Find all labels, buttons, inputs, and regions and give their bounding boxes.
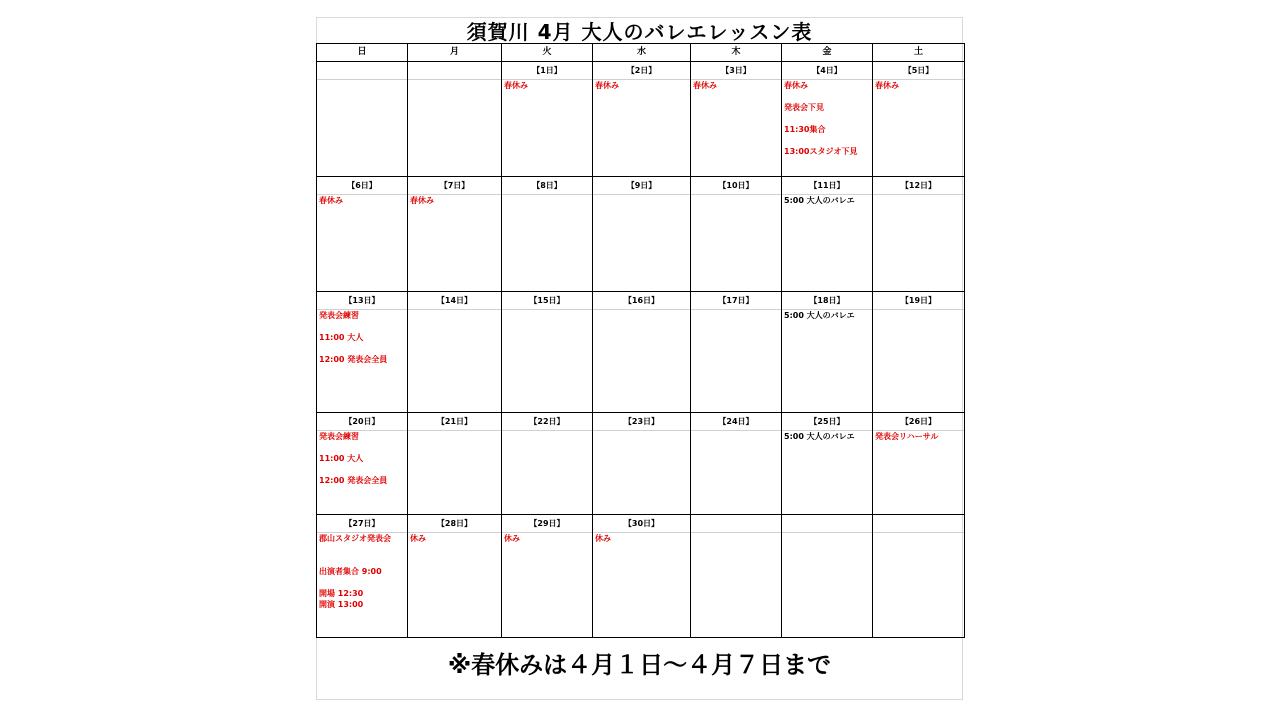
day-cell[interactable] (691, 515, 782, 638)
day-cell[interactable] (317, 292, 408, 413)
day-events (593, 195, 690, 291)
day-number (317, 62, 407, 80)
page-title: 須賀川 4月 大人のバレエレッスン表 (466, 20, 813, 44)
day-number: 【26日】 (873, 413, 964, 431)
weekday-wed: 水 (593, 44, 691, 62)
day-number: 【11日】 (782, 177, 872, 195)
day-events (502, 431, 592, 514)
day-number (408, 62, 501, 80)
day-events (691, 80, 781, 176)
event-item: 発表会下見 (784, 103, 824, 112)
day-events (317, 195, 407, 291)
day-events (408, 431, 501, 514)
event-item: 13:00スタジオ下見 (784, 147, 858, 156)
day-events (873, 195, 964, 291)
day-number: 【18日】 (782, 292, 872, 310)
event-item (317, 343, 407, 354)
day-events (317, 310, 407, 412)
day-events (782, 80, 872, 176)
day-events (502, 310, 592, 412)
event-item (317, 442, 407, 453)
day-events (691, 431, 781, 514)
weekday-tue: 火 (502, 44, 593, 62)
day-cell[interactable] (317, 413, 408, 515)
day-number: 【6日】 (317, 177, 407, 195)
event-item: 5:00 大人のバレエ (784, 196, 855, 205)
day-cell[interactable] (691, 177, 782, 292)
day-events (408, 80, 501, 176)
event-item: 春休み (410, 196, 434, 205)
day-number: 【3日】 (691, 62, 781, 80)
event-item: 春休み (875, 81, 899, 90)
day-cell[interactable] (782, 515, 873, 638)
day-events (782, 195, 872, 291)
day-cell[interactable] (691, 413, 782, 515)
day-events (408, 195, 501, 291)
day-number: 【8日】 (502, 177, 592, 195)
day-events (782, 431, 872, 514)
day-cell[interactable] (691, 292, 782, 413)
day-cell[interactable] (593, 292, 691, 413)
day-events (593, 533, 690, 637)
day-cell[interactable] (502, 413, 593, 515)
day-cell[interactable] (873, 292, 965, 413)
event-item: 開演 13:00 (319, 600, 364, 609)
day-number: 【5日】 (873, 62, 964, 80)
day-cell[interactable] (873, 62, 965, 177)
event-item: 開場 12:30 (319, 589, 364, 598)
day-cell[interactable] (782, 177, 873, 292)
event-item: 発表会練習 (319, 311, 359, 320)
day-number: 【20日】 (317, 413, 407, 431)
event-item: 12:00 発表会全員 (319, 355, 388, 364)
event-item: 12:00 発表会全員 (319, 476, 388, 485)
event-item (317, 555, 407, 566)
day-number: 【19日】 (873, 292, 964, 310)
day-events (317, 80, 407, 176)
day-cell[interactable] (782, 62, 873, 177)
day-number: 【15日】 (502, 292, 592, 310)
day-cell[interactable] (408, 292, 502, 413)
day-cell[interactable] (408, 413, 502, 515)
day-number: 【10日】 (691, 177, 781, 195)
day-number: 【14日】 (408, 292, 501, 310)
week-row (317, 292, 965, 413)
event-item: 11:00 大人 (319, 333, 364, 342)
day-number: 【28日】 (408, 515, 501, 533)
day-number: 【16日】 (593, 292, 690, 310)
day-cell[interactable] (691, 62, 782, 177)
spring-break-note: ※春休みは４月１日～４月７日まで (447, 651, 832, 679)
day-cell[interactable] (593, 177, 691, 292)
event-item: 発表会リハーサル (875, 432, 939, 441)
event-item: 11:30集合 (784, 125, 826, 134)
event-item: 春休み (504, 81, 528, 90)
day-events (782, 533, 872, 637)
day-cell[interactable] (317, 515, 408, 638)
weekday-sat: 土 (873, 44, 965, 62)
event-item: 春休み (784, 81, 808, 90)
day-events (873, 431, 964, 514)
day-number: 【2日】 (593, 62, 690, 80)
day-cell[interactable] (317, 177, 408, 292)
day-number: 【24日】 (691, 413, 781, 431)
day-events (502, 195, 592, 291)
day-events (873, 80, 964, 176)
week-row (317, 177, 965, 292)
event-item: 休み (410, 534, 426, 543)
day-number (691, 515, 781, 533)
day-cell[interactable] (782, 292, 873, 413)
event-item: 発表会練習 (319, 432, 359, 441)
weekday-sun: 日 (317, 44, 408, 62)
day-cell[interactable] (873, 413, 965, 515)
day-events (593, 310, 690, 412)
weekday-thu: 木 (691, 44, 782, 62)
day-cell[interactable] (502, 62, 593, 177)
event-item: 春休み (319, 196, 343, 205)
day-cell[interactable] (317, 62, 408, 177)
event-item: 春休み (595, 81, 619, 90)
day-cell[interactable] (408, 177, 502, 292)
day-number: 【29日】 (502, 515, 592, 533)
day-events (317, 533, 407, 637)
day-events (691, 310, 781, 412)
day-cell[interactable] (408, 62, 502, 177)
day-cell[interactable] (502, 177, 593, 292)
day-cell[interactable] (593, 515, 691, 638)
event-item: 5:00 大人のバレエ (784, 432, 855, 441)
day-number (782, 515, 872, 533)
day-cell[interactable] (502, 292, 593, 413)
day-number: 【21日】 (408, 413, 501, 431)
day-cell[interactable] (593, 413, 691, 515)
day-number (873, 515, 964, 533)
week-row (317, 413, 965, 515)
day-events (593, 80, 690, 176)
day-events (408, 310, 501, 412)
event-item (317, 464, 407, 475)
event-item: 休み (595, 534, 611, 543)
day-events (873, 310, 964, 412)
event-item: 郡山スタジオ発表会 (319, 534, 391, 543)
day-cell[interactable] (873, 177, 965, 292)
week-row (317, 62, 965, 177)
event-item (317, 321, 407, 332)
day-number: 【17日】 (691, 292, 781, 310)
event-item (317, 577, 407, 588)
day-cell[interactable] (873, 515, 965, 638)
day-number: 【23日】 (593, 413, 690, 431)
day-number: 【1日】 (502, 62, 592, 80)
day-number: 【30日】 (593, 515, 690, 533)
event-item: 春休み (693, 81, 717, 90)
day-cell[interactable] (593, 62, 691, 177)
day-number: 【25日】 (782, 413, 872, 431)
event-item: 出演者集合 9:00 (319, 567, 382, 576)
day-events (593, 431, 690, 514)
event-item: 休み (504, 534, 520, 543)
event-item (782, 113, 872, 124)
event-item (782, 91, 872, 102)
day-number: 【12日】 (873, 177, 964, 195)
day-events (873, 533, 964, 637)
weekday-mon: 月 (408, 44, 502, 62)
day-events (408, 533, 501, 637)
day-number: 【27日】 (317, 515, 407, 533)
day-cell[interactable] (502, 515, 593, 638)
day-cell[interactable] (408, 515, 502, 638)
day-number: 【13日】 (317, 292, 407, 310)
weekday-fri: 金 (782, 44, 873, 62)
event-item (782, 135, 872, 146)
day-number: 【9日】 (593, 177, 690, 195)
day-events (317, 431, 407, 514)
day-cell[interactable] (782, 413, 873, 515)
event-item: 5:00 大人のバレエ (784, 311, 855, 320)
day-events (502, 80, 592, 176)
day-events (691, 533, 781, 637)
event-item (317, 544, 407, 555)
day-number: 【4日】 (782, 62, 872, 80)
day-events (782, 310, 872, 412)
day-events (502, 533, 592, 637)
week-row (317, 515, 965, 638)
event-item: 11:00 大人 (319, 454, 364, 463)
weekday-header-row (317, 44, 965, 62)
day-number: 【7日】 (408, 177, 501, 195)
day-events (691, 195, 781, 291)
calendar-table (316, 43, 965, 638)
day-number: 【22日】 (502, 413, 592, 431)
